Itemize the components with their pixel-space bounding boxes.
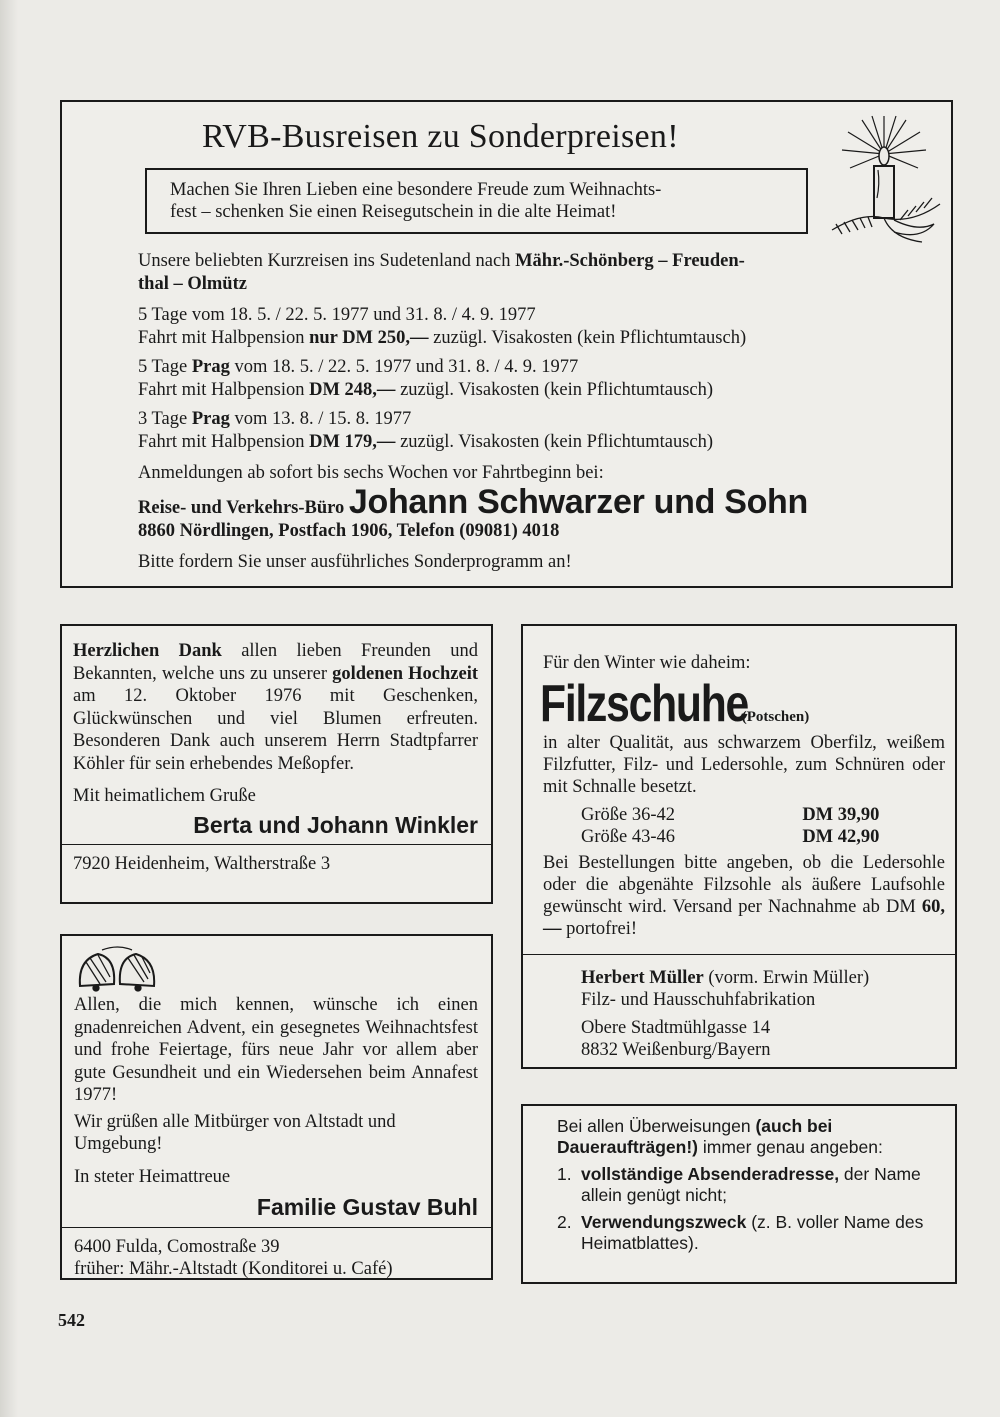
intro-text: Unsere beliebten Kurzreisen ins Sudetenland nach — [138, 251, 516, 271]
trip-2-price-pre: Fahrt mit Halbpension — [138, 380, 310, 400]
firm-address: 8860 Nördlingen, Postfach 1906, Telefon (09081) 4018 — [138, 521, 560, 541]
trip-3-destination: Prag — [191, 409, 230, 429]
order-note-post: portofrei! — [561, 919, 638, 939]
buhl-greeting — [60, 934, 493, 1280]
firm-name: Johann Schwarzer und Sohn — [348, 483, 808, 521]
list-number: 2. — [557, 1212, 572, 1232]
ad-title: RVB-Busreisen zu Sonderpreisen! — [202, 118, 679, 155]
list-item-rest: der Name allein genügt nicht; — [581, 1164, 921, 1205]
trip-3-price — [138, 431, 928, 454]
page-number: 542 — [58, 1310, 85, 1330]
buhl-greeting-line: In steter Heimattreue — [74, 1166, 231, 1187]
price-cell: DM 39,90 — [802, 805, 880, 825]
trip-3-price-amount: DM 179,— — [309, 432, 396, 452]
trip-3-dates — [138, 408, 928, 431]
transfer-notice — [521, 1104, 957, 1284]
buhl-address-1: 6400 Fulda, Comostraße 39 — [74, 1236, 280, 1257]
order-note-pre: Bei Bestellungen bitte angeben, ob die Ledersohle oder die abgenähte Filzsohle als äußere Laufsohle gewünscht wird. Versand per Nachnahme ab DM — [543, 853, 945, 917]
trip-2-price — [138, 379, 928, 402]
trip-1-price-amount: nur DM 250,— — [309, 328, 429, 348]
transfer-intro-post: immer genau angeben: — [698, 1137, 883, 1157]
slippers-intro: Für den Winter wie daheim: — [543, 653, 751, 673]
firm-prefix: Reise- und Verkehrs-Büro — [138, 498, 349, 518]
company-block — [523, 954, 955, 1061]
closing-note: Bitte fordern Sie unser ausführliches Sonderprogramm an! — [138, 552, 572, 572]
thanks-text — [73, 640, 478, 775]
ad-body — [138, 250, 928, 574]
trip-1-dates: 5 Tage vom 18. 5. / 22. 5. 1977 und 31. 8. / 4. 9. 1977 — [138, 305, 536, 325]
slippers-headline: Filzschuhe — [540, 675, 749, 733]
list-number: 1. — [557, 1164, 572, 1184]
trip-2-dates — [138, 356, 928, 379]
list-item — [557, 1164, 945, 1206]
list-item-rest: (z. B. voller Name des Heimatblattes). — [581, 1212, 924, 1253]
buhl-greets: Wir grüßen alle Mitbürger von Altstadt und Umgebung! — [74, 1111, 396, 1154]
transfer-intro-bold: (auch bei Daueraufträgen!) — [557, 1116, 833, 1157]
thanks-text-2: am 12. Oktober 1976 mit Geschenken, Glückwünschen und viel Blumen erfreuten. Besonderen Dank auch unserem Herrn Stadtpfarrer Köhler für sein erhebendes Meßopfer. — [73, 686, 478, 774]
trip-3-price-post: zuzügl. Visakosten (kein Pflichtumtausch) — [395, 432, 714, 452]
rvb-bus-trips-ad — [60, 100, 953, 588]
gift-voucher-callout — [145, 168, 808, 234]
transfer-list — [557, 1164, 945, 1254]
trip-3-price-pre: Fahrt mit Halbpension — [138, 432, 310, 452]
trip-2-price-amount: DM 248,— — [309, 380, 396, 400]
trip-2-destination: Prag — [191, 357, 230, 377]
thanks-text-1: allen lieben Freunden und Bekannten, welche uns zu unserer — [73, 641, 478, 684]
trip-1-price — [138, 327, 928, 350]
trip-3-post: vom 13. 8. / 15. 8. 1977 — [229, 409, 412, 429]
intro-destinations-2: thal – Olmütz — [138, 274, 247, 294]
registration-note: Anmeldungen ab sofort bis sechs Wochen vor Fahrtbeginn bei: — [138, 463, 604, 483]
candle-icon — [822, 112, 942, 247]
company-type: Filz- und Hausschuhfabrikation — [581, 990, 816, 1010]
trip-2-post: vom 18. 5. / 22. 5. 1977 und 31. 8. / 4. 9. 1977 — [229, 357, 579, 377]
order-note — [543, 852, 945, 940]
list-item — [557, 1212, 945, 1254]
thanks-notice — [60, 624, 493, 904]
trip-1-price-post: zuzügl. Visakosten (kein Pflichtumtausch) — [428, 328, 747, 348]
slippers-subheadline: (Potschen) — [741, 709, 810, 725]
transfer-intro — [557, 1116, 945, 1158]
trip-3-pre: 3 Tage — [138, 409, 192, 429]
buhl-address-block — [62, 1227, 491, 1281]
company-street: Obere Stadtmühlgasse 14 — [581, 1018, 771, 1038]
buhl-wishes: Allen, die mich kennen, wünsche ich einen gnadenreichen Advent, ein gesegnetes Weihnachtsfest und frohe Feiertage, fürs neue Jahr vor allem aber gute Gesundheit und ein Wiedersehen beim Annafest 1977! — [74, 995, 478, 1105]
company-former: (vorm. Erwin Müller) — [703, 968, 870, 988]
company-name: Herbert Müller — [581, 968, 704, 988]
price-cell: DM 42,90 — [802, 827, 880, 847]
size-cell: Größe 43-46 — [581, 827, 676, 847]
thanks-greeting: Mit heimatlichem Gruße — [73, 786, 256, 806]
slippers-headline-row — [540, 674, 945, 733]
trip-2-pre: 5 Tage — [138, 357, 192, 377]
list-item-bold: Verwendungszweck — [581, 1212, 747, 1232]
buhl-signature: Familie Gustav Buhl — [256, 1194, 478, 1220]
buhl-address-2: früher: Mähr.-Altstadt (Konditorei u. Café) — [74, 1259, 393, 1279]
firm-line — [138, 483, 928, 521]
order-note-amount: 60,— — [543, 897, 945, 939]
intro-destinations: Mähr.-Schönberg – Freuden- — [515, 251, 745, 271]
golden-wedding: goldenen Hochzeit — [332, 663, 478, 684]
bells-icon — [72, 946, 164, 992]
trip-2-price-post: zuzügl. Visakosten (kein Pflichtumtausch) — [395, 380, 714, 400]
trip-1-price-pre: Fahrt mit Halbpension — [138, 328, 310, 348]
slippers-description: in alter Qualität, aus schwarzem Oberfilz, weißem Filzfutter, Filz- und Ledersohle, zum Schnüren oder mit Schnalle besetzt. — [543, 733, 945, 797]
company-city: 8832 Weißenburg/Bayern — [581, 1040, 771, 1060]
thanks-heading: Herzlichen Dank — [73, 641, 222, 661]
list-item-bold: vollständige Absenderadresse, — [581, 1164, 840, 1184]
size-cell: Größe 36-42 — [581, 805, 676, 825]
table-row — [581, 826, 945, 848]
thanks-address: 7920 Heidenheim, Waltherstraße 3 — [62, 844, 491, 876]
transfer-intro-pre: Bei allen Überweisungen — [557, 1116, 756, 1136]
page-edge — [0, 0, 18, 1417]
table-row — [581, 804, 945, 826]
gift-line-2: fest – schenken Sie einen Reisegutschein in die alte Heimat! — [170, 202, 617, 222]
size-price-table — [581, 804, 945, 848]
felt-slippers-ad — [521, 624, 957, 1069]
gift-line-1: Machen Sie Ihren Lieben eine besondere Freude zum Weihnachts- — [170, 180, 662, 200]
thanks-signature: Berta und Johann Winkler — [193, 811, 478, 838]
